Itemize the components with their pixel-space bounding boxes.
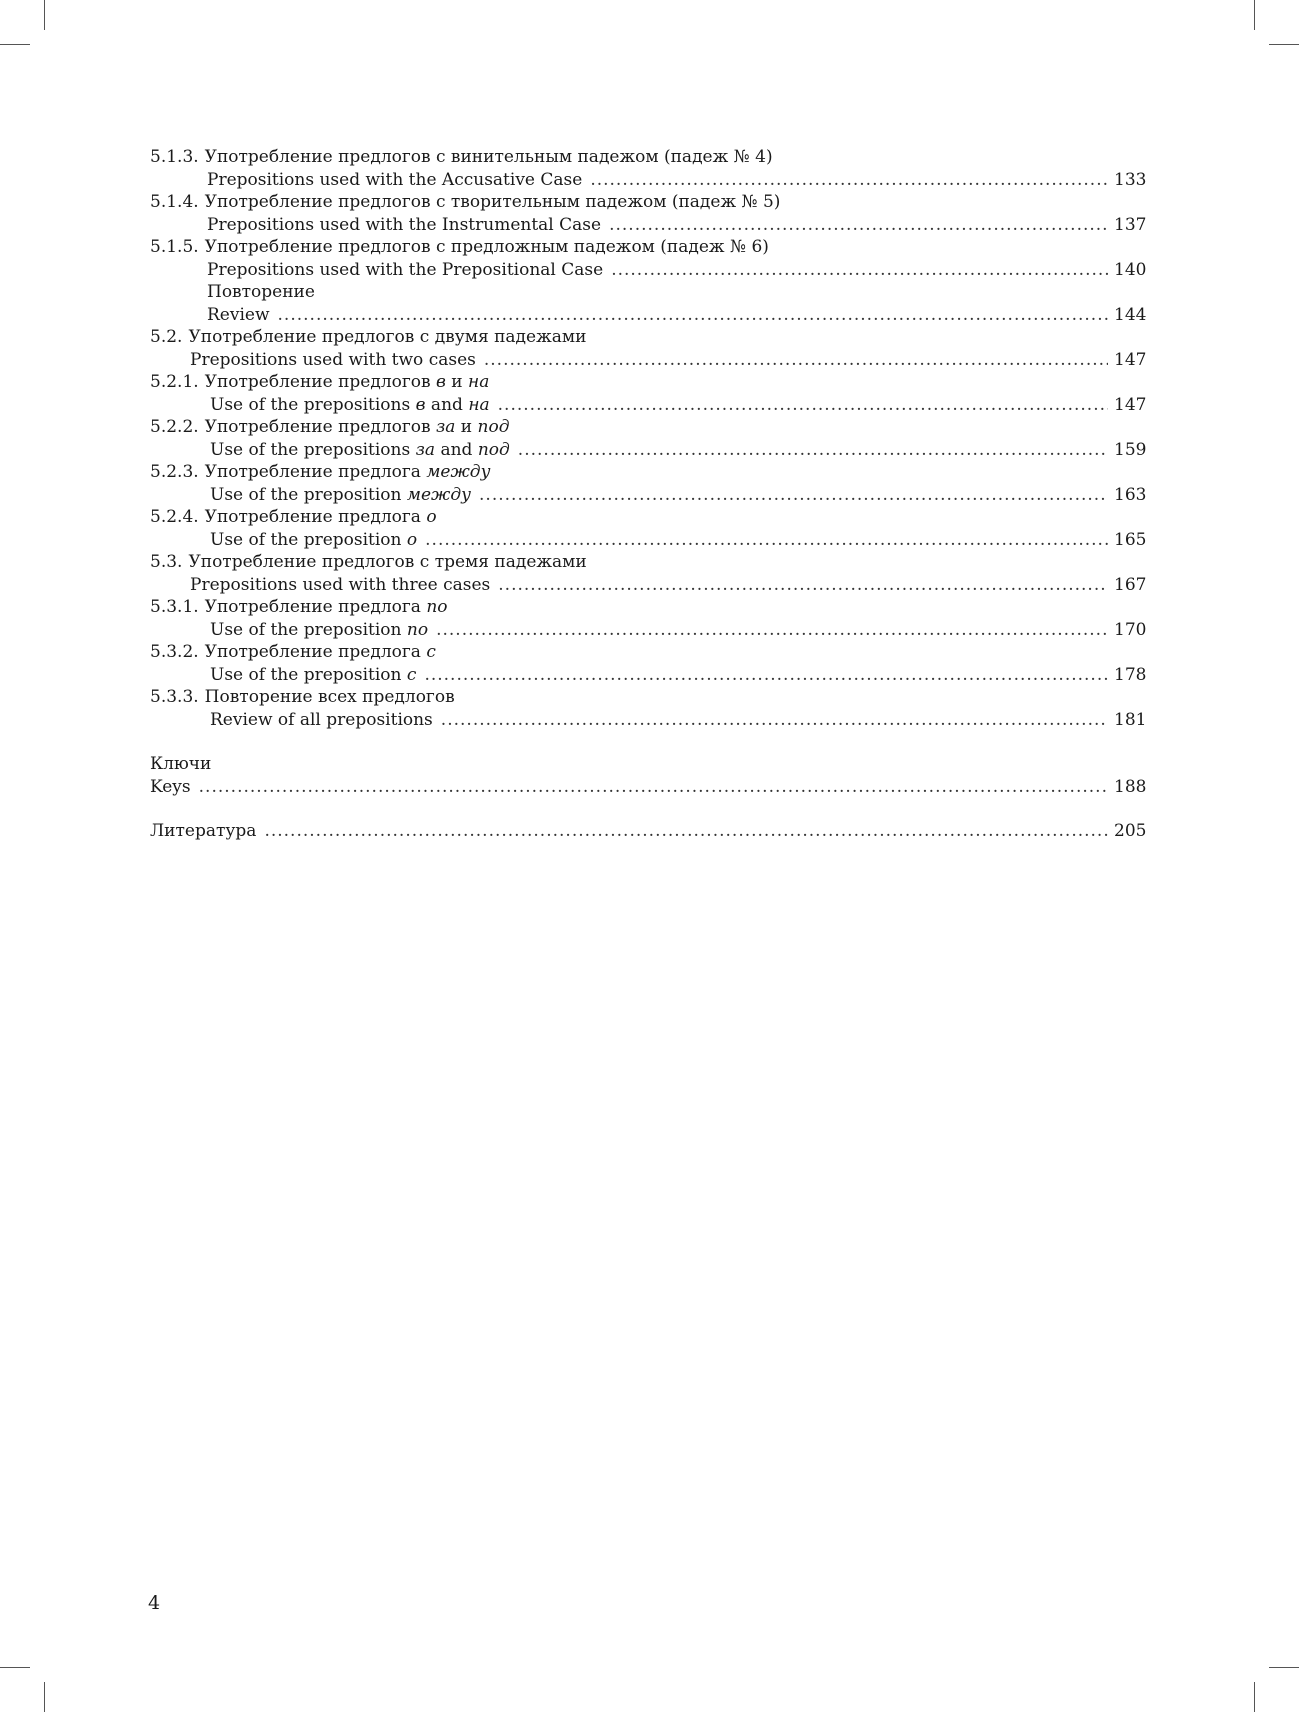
toc-number: 5.1.4. — [150, 192, 199, 212]
toc-title-ru: Употребление предлогов с тремя падежами — [188, 552, 587, 572]
table-of-contents — [150, 146, 1147, 843]
italic-term: в — [415, 394, 426, 415]
italic-term: за — [435, 417, 456, 437]
text-part: Use of the preposition — [210, 529, 407, 550]
toc-number: 5.3.1. — [150, 597, 199, 617]
text-part: Use of the prepositions — [210, 439, 416, 460]
toc-leader — [611, 259, 1108, 282]
toc-entry[interactable] — [150, 394, 1147, 417]
crop-mark — [0, 44, 30, 45]
toc-number: 5.2.3. — [150, 462, 199, 482]
text-part: and — [435, 439, 478, 460]
crop-mark — [1254, 1682, 1255, 1712]
text-part: Use of the preposition — [210, 619, 407, 640]
toc-page: 137 — [1114, 214, 1147, 235]
toc-leader — [484, 349, 1108, 372]
toc-entry[interactable] — [150, 664, 1147, 687]
toc-page: 165 — [1114, 529, 1147, 550]
crop-mark — [44, 0, 45, 30]
toc-heading — [150, 281, 1144, 304]
toc-title-ru — [205, 641, 436, 664]
toc-title-ru: Литература — [150, 821, 257, 841]
toc-number: 5.2.2. — [150, 417, 199, 437]
toc-entry[interactable] — [150, 169, 1147, 192]
toc-entry[interactable] — [150, 439, 1147, 462]
toc-heading — [150, 596, 1144, 619]
italic-term: за — [415, 439, 436, 460]
toc-entry[interactable] — [150, 619, 1147, 642]
toc-number: 5.3. — [150, 552, 183, 572]
italic-term: на — [468, 372, 490, 392]
text-part: Use of the preposition — [210, 484, 407, 505]
toc-page: 133 — [1114, 169, 1147, 190]
toc-leader — [436, 619, 1108, 642]
toc-page: 147 — [1114, 394, 1147, 415]
text-part: and — [425, 394, 469, 415]
toc-number: 5.1.3. — [150, 147, 199, 167]
toc-heading — [150, 326, 1144, 349]
crop-mark — [44, 1682, 45, 1712]
toc-title-en: Prepositions used with the Accusative Case — [207, 169, 583, 190]
toc-heading — [150, 416, 1144, 439]
toc-title-en: Prepositions used with the Instrumental Case — [207, 214, 602, 235]
toc-leader — [264, 820, 1108, 843]
toc-title-ru — [205, 596, 448, 619]
toc-entry[interactable] — [150, 709, 1147, 732]
toc-entry[interactable] — [150, 776, 1147, 799]
toc-heading — [150, 461, 1144, 484]
toc-title-en — [210, 664, 416, 687]
toc-title-ru — [205, 506, 437, 529]
text-part: Употребление предлога — [204, 462, 427, 482]
text-part: Use of the prepositions — [210, 394, 416, 415]
toc-title-en: Keys — [150, 776, 191, 797]
toc-title-ru — [205, 371, 490, 394]
toc-title-ru: Повторение — [207, 282, 315, 302]
toc-entry[interactable] — [150, 529, 1147, 552]
crop-mark — [1254, 0, 1255, 30]
page-number: 4 — [148, 1592, 161, 1614]
toc-page: 159 — [1114, 439, 1147, 460]
toc-heading — [150, 686, 1144, 709]
italic-term: между — [406, 484, 472, 505]
toc-title-en: Review — [207, 304, 270, 325]
italic-term: по — [406, 619, 429, 640]
toc-page: 163 — [1114, 484, 1147, 505]
text-part: Употребление предлога — [204, 507, 427, 527]
toc-number: 5.2. — [150, 327, 183, 347]
toc-number: 5.3.2. — [150, 642, 199, 662]
toc-leader — [498, 394, 1108, 417]
toc-heading — [150, 551, 1144, 574]
toc-page: 144 — [1114, 304, 1147, 325]
toc-title-en — [210, 439, 510, 462]
toc-heading — [150, 146, 1144, 169]
toc-title-en — [210, 394, 490, 417]
italic-term: на — [468, 394, 490, 415]
text-part: Употребление предлога — [204, 597, 427, 617]
text-part: Употребление предлога — [204, 642, 427, 662]
toc-page: 205 — [1114, 821, 1147, 841]
italic-term: в — [435, 372, 446, 392]
toc-heading — [150, 641, 1144, 664]
toc-number: 5.1.5. — [150, 237, 199, 257]
toc-heading — [150, 371, 1144, 394]
italic-term: по — [426, 597, 448, 617]
toc-title-en: Prepositions used with the Prepositional Case — [207, 259, 604, 280]
crop-mark — [0, 1667, 30, 1668]
toc-title-en: Review of all prepositions — [210, 709, 433, 730]
toc-leader — [441, 709, 1108, 732]
toc-entry[interactable] — [150, 820, 1147, 843]
italic-term: под — [477, 417, 510, 437]
toc-entry[interactable] — [150, 484, 1147, 507]
text-part: и — [445, 372, 469, 392]
toc-page: 178 — [1114, 664, 1147, 685]
italic-term: с — [426, 642, 436, 662]
toc-entry[interactable] — [150, 214, 1147, 237]
toc-title-ru — [205, 416, 510, 439]
text-part: Употребление предлогов — [204, 417, 436, 437]
toc-entry[interactable] — [150, 349, 1147, 372]
toc-heading — [150, 236, 1144, 259]
toc-leader — [424, 664, 1108, 687]
toc-title-en: Prepositions used with three cases — [190, 574, 491, 595]
toc-heading — [150, 506, 1144, 529]
toc-page: 170 — [1114, 619, 1147, 640]
spacer — [150, 731, 1144, 753]
toc-entry[interactable] — [150, 304, 1147, 327]
toc-leader — [498, 574, 1108, 597]
toc-title-en — [210, 529, 417, 552]
toc-heading — [150, 753, 1144, 776]
toc-title-ru: Повторение всех предлогов — [204, 687, 455, 707]
italic-term: о — [406, 529, 418, 550]
toc-page: 147 — [1114, 349, 1147, 370]
toc-leader — [425, 529, 1108, 552]
toc-number: 5.2.4. — [150, 507, 199, 527]
italic-term: о — [426, 507, 437, 527]
text-part: и — [455, 417, 478, 437]
toc-page: 140 — [1114, 259, 1147, 280]
spacer — [150, 798, 1144, 820]
italic-term: между — [426, 462, 491, 482]
crop-mark — [1269, 44, 1299, 45]
toc-leader — [590, 169, 1108, 192]
toc-leader — [199, 776, 1108, 799]
toc-entry[interactable] — [150, 259, 1147, 282]
toc-leader — [278, 304, 1108, 327]
text-part: Use of the preposition — [210, 664, 407, 685]
toc-title-en: Prepositions used with two cases — [190, 349, 476, 370]
toc-title-ru — [205, 461, 491, 484]
toc-leader — [518, 439, 1108, 462]
toc-heading — [150, 191, 1144, 214]
toc-number: 5.3.3. — [150, 687, 199, 707]
toc-page: 188 — [1114, 776, 1147, 797]
toc-title-en — [210, 619, 428, 642]
toc-title-ru: Употребление предлогов с творительным падежом (падеж № 5) — [204, 192, 781, 212]
toc-page: 181 — [1114, 709, 1147, 730]
toc-title-ru: Употребление предлогов с винительным падежом (падеж № 4) — [204, 147, 773, 167]
toc-title-ru: Ключи — [150, 754, 212, 774]
toc-leader — [479, 484, 1108, 507]
toc-page: 167 — [1114, 574, 1147, 595]
toc-title-en — [210, 484, 471, 507]
toc-leader — [609, 214, 1108, 237]
text-part: Употребление предлогов — [204, 372, 436, 392]
crop-mark — [1269, 1667, 1299, 1668]
toc-number: 5.2.1. — [150, 372, 199, 392]
toc-entry[interactable] — [150, 574, 1147, 597]
italic-term: с — [406, 664, 417, 685]
toc-title-ru: Употребление предлогов с предложным падежом (падеж № 6) — [204, 237, 769, 257]
italic-term: под — [477, 439, 510, 460]
toc-title-ru: Употребление предлогов с двумя падежами — [188, 327, 587, 347]
